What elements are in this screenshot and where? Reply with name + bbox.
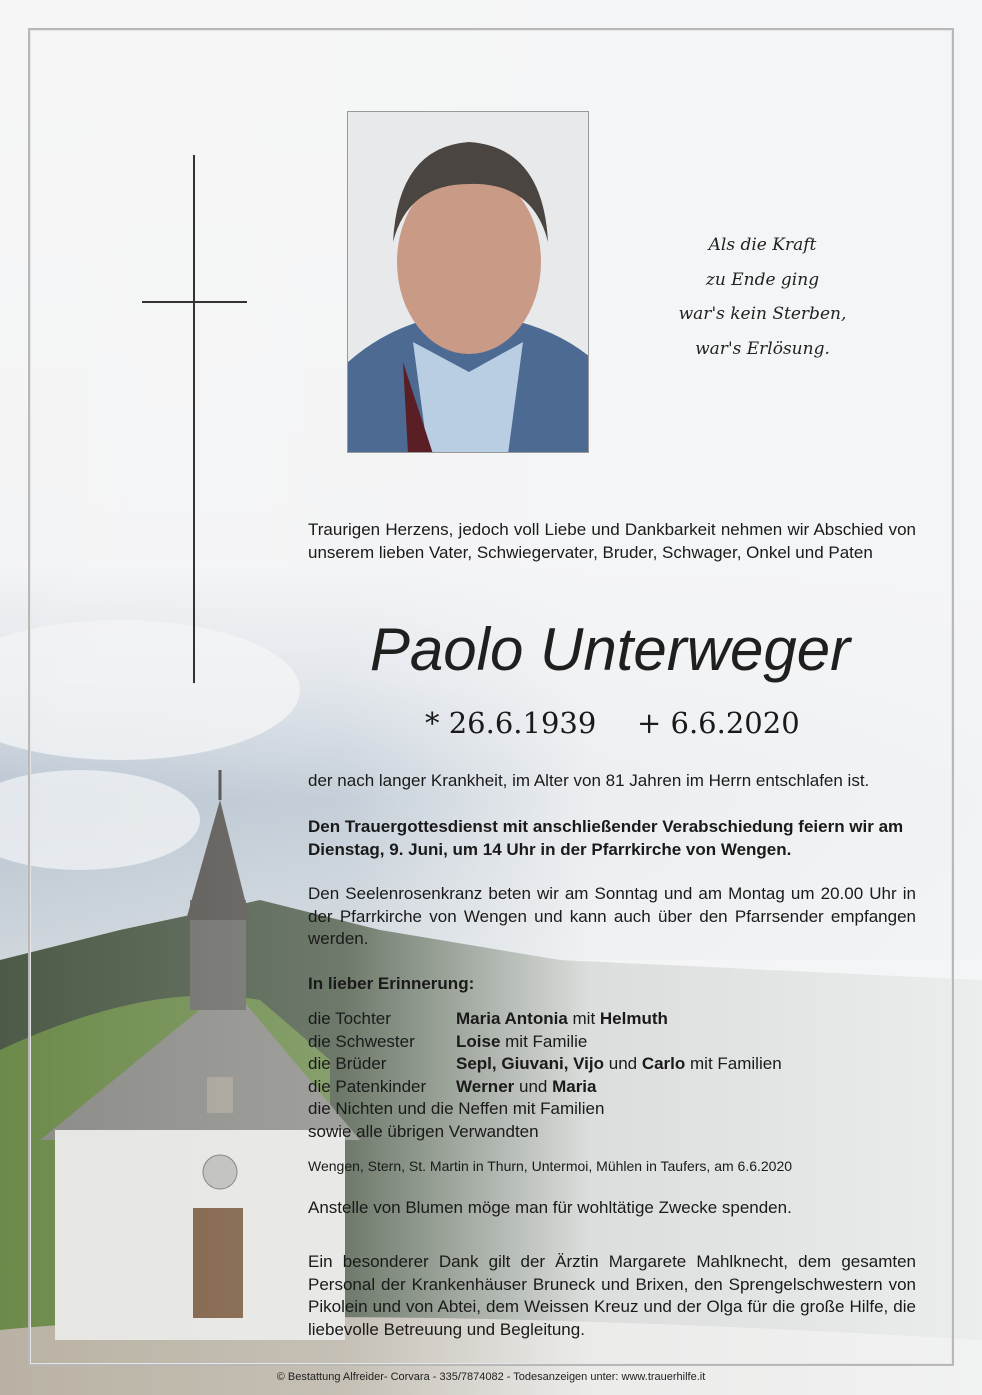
footer-credit: © Bestattung Alfreider- Corvara - 335/7874082 - Todesanzeigen unter: www.trauerhilfe.it <box>276 1371 706 1383</box>
poem-line: war's kein Sterben, <box>678 304 847 324</box>
connector: und <box>604 1054 642 1073</box>
rosary-text: Den Seelenrosenkranz beten wir am Sonntag und am Montag um 20.00 Uhr in der Pfarrkirche von Wengen und kann auch über den Pfarrsender empfangen werden. <box>308 884 916 948</box>
intro-text: Traurigen Herzens, jedoch voll Liebe und Dankbarkeit nehmen wir Abschied von unserem lieben Vater, Schwiegervater, Bruder, Schwager, Onkel und Paten <box>308 520 916 562</box>
memory-heading: In lieber Erinnerung: <box>308 974 475 993</box>
funeral-service-text: Den Trauergottesdienst mit anschließender Verabschiedung feiern wir am Dienstag, 9. Juni, um 14 Uhr in der Pfarrkirche von Wengen. <box>308 817 904 859</box>
family-row <box>308 1008 916 1031</box>
connector: und <box>514 1076 553 1096</box>
cross-icon <box>193 155 195 683</box>
connector: mit Familie <box>500 1031 588 1051</box>
portrait-photo <box>347 111 589 453</box>
birth-date: * 26.6.1939 <box>425 706 597 740</box>
donation-text: Anstelle von Blumen möge man für wohltätige Zwecke spenden. <box>308 1198 792 1217</box>
connector: mit <box>567 1009 600 1028</box>
family-names: Maria <box>552 1076 597 1096</box>
family-row <box>308 1076 916 1099</box>
thanks-text: Ein besonderer Dank gilt der Ärztin Margarete Mahlknecht, dem gesamten Personal der Krankenhäuser Bruneck und Brixen, den Sprengelschwestern von Pikolein und von Abtei, dem Weissen Kreuz und der Olga für die große Hilfe, die liebevolle Betreuung und Begleitung. <box>308 1252 916 1339</box>
connector: mit Familien <box>685 1054 782 1073</box>
family-extra: sowie alle übrigen Verwandten <box>308 1121 539 1141</box>
poem-line: zu Ende ging <box>705 269 820 290</box>
death-date: + 6.6.2020 <box>637 706 800 740</box>
relation: die Brüder <box>308 1054 387 1073</box>
family-names: Werner <box>456 1076 515 1096</box>
cross-icon-bar <box>142 301 247 303</box>
family-names: Helmuth <box>599 1009 668 1028</box>
deceased-name: Paolo Unterweger <box>369 616 851 683</box>
relation: die Patenkinder <box>308 1076 427 1096</box>
poem-line: Als die Kraft <box>708 235 817 255</box>
family-names: Loise <box>456 1031 501 1051</box>
family-list <box>308 1008 916 1143</box>
age-text: der nach langer Krankheit, im Alter von 81 Jahren im Herrn entschlafen ist. <box>308 771 870 790</box>
family-row <box>308 1053 916 1076</box>
family-extra: die Nichten und die Neffen mit Familien <box>308 1099 605 1118</box>
family-row <box>308 1031 916 1054</box>
places-date: Wengen, Stern, St. Martin in Thurn, Untermoi, Mühlen in Taufers, am 6.6.2020 <box>308 1158 793 1174</box>
family-names: Carlo <box>641 1054 686 1073</box>
relation: die Schwester <box>308 1031 415 1051</box>
poem-line: war's Erlösung. <box>695 338 830 359</box>
family-names: Maria Antonia <box>456 1009 568 1028</box>
family-names: Sepl, Giuvani, Vijo <box>456 1054 605 1073</box>
relation: die Tochter <box>308 1009 391 1028</box>
poem <box>660 228 865 366</box>
